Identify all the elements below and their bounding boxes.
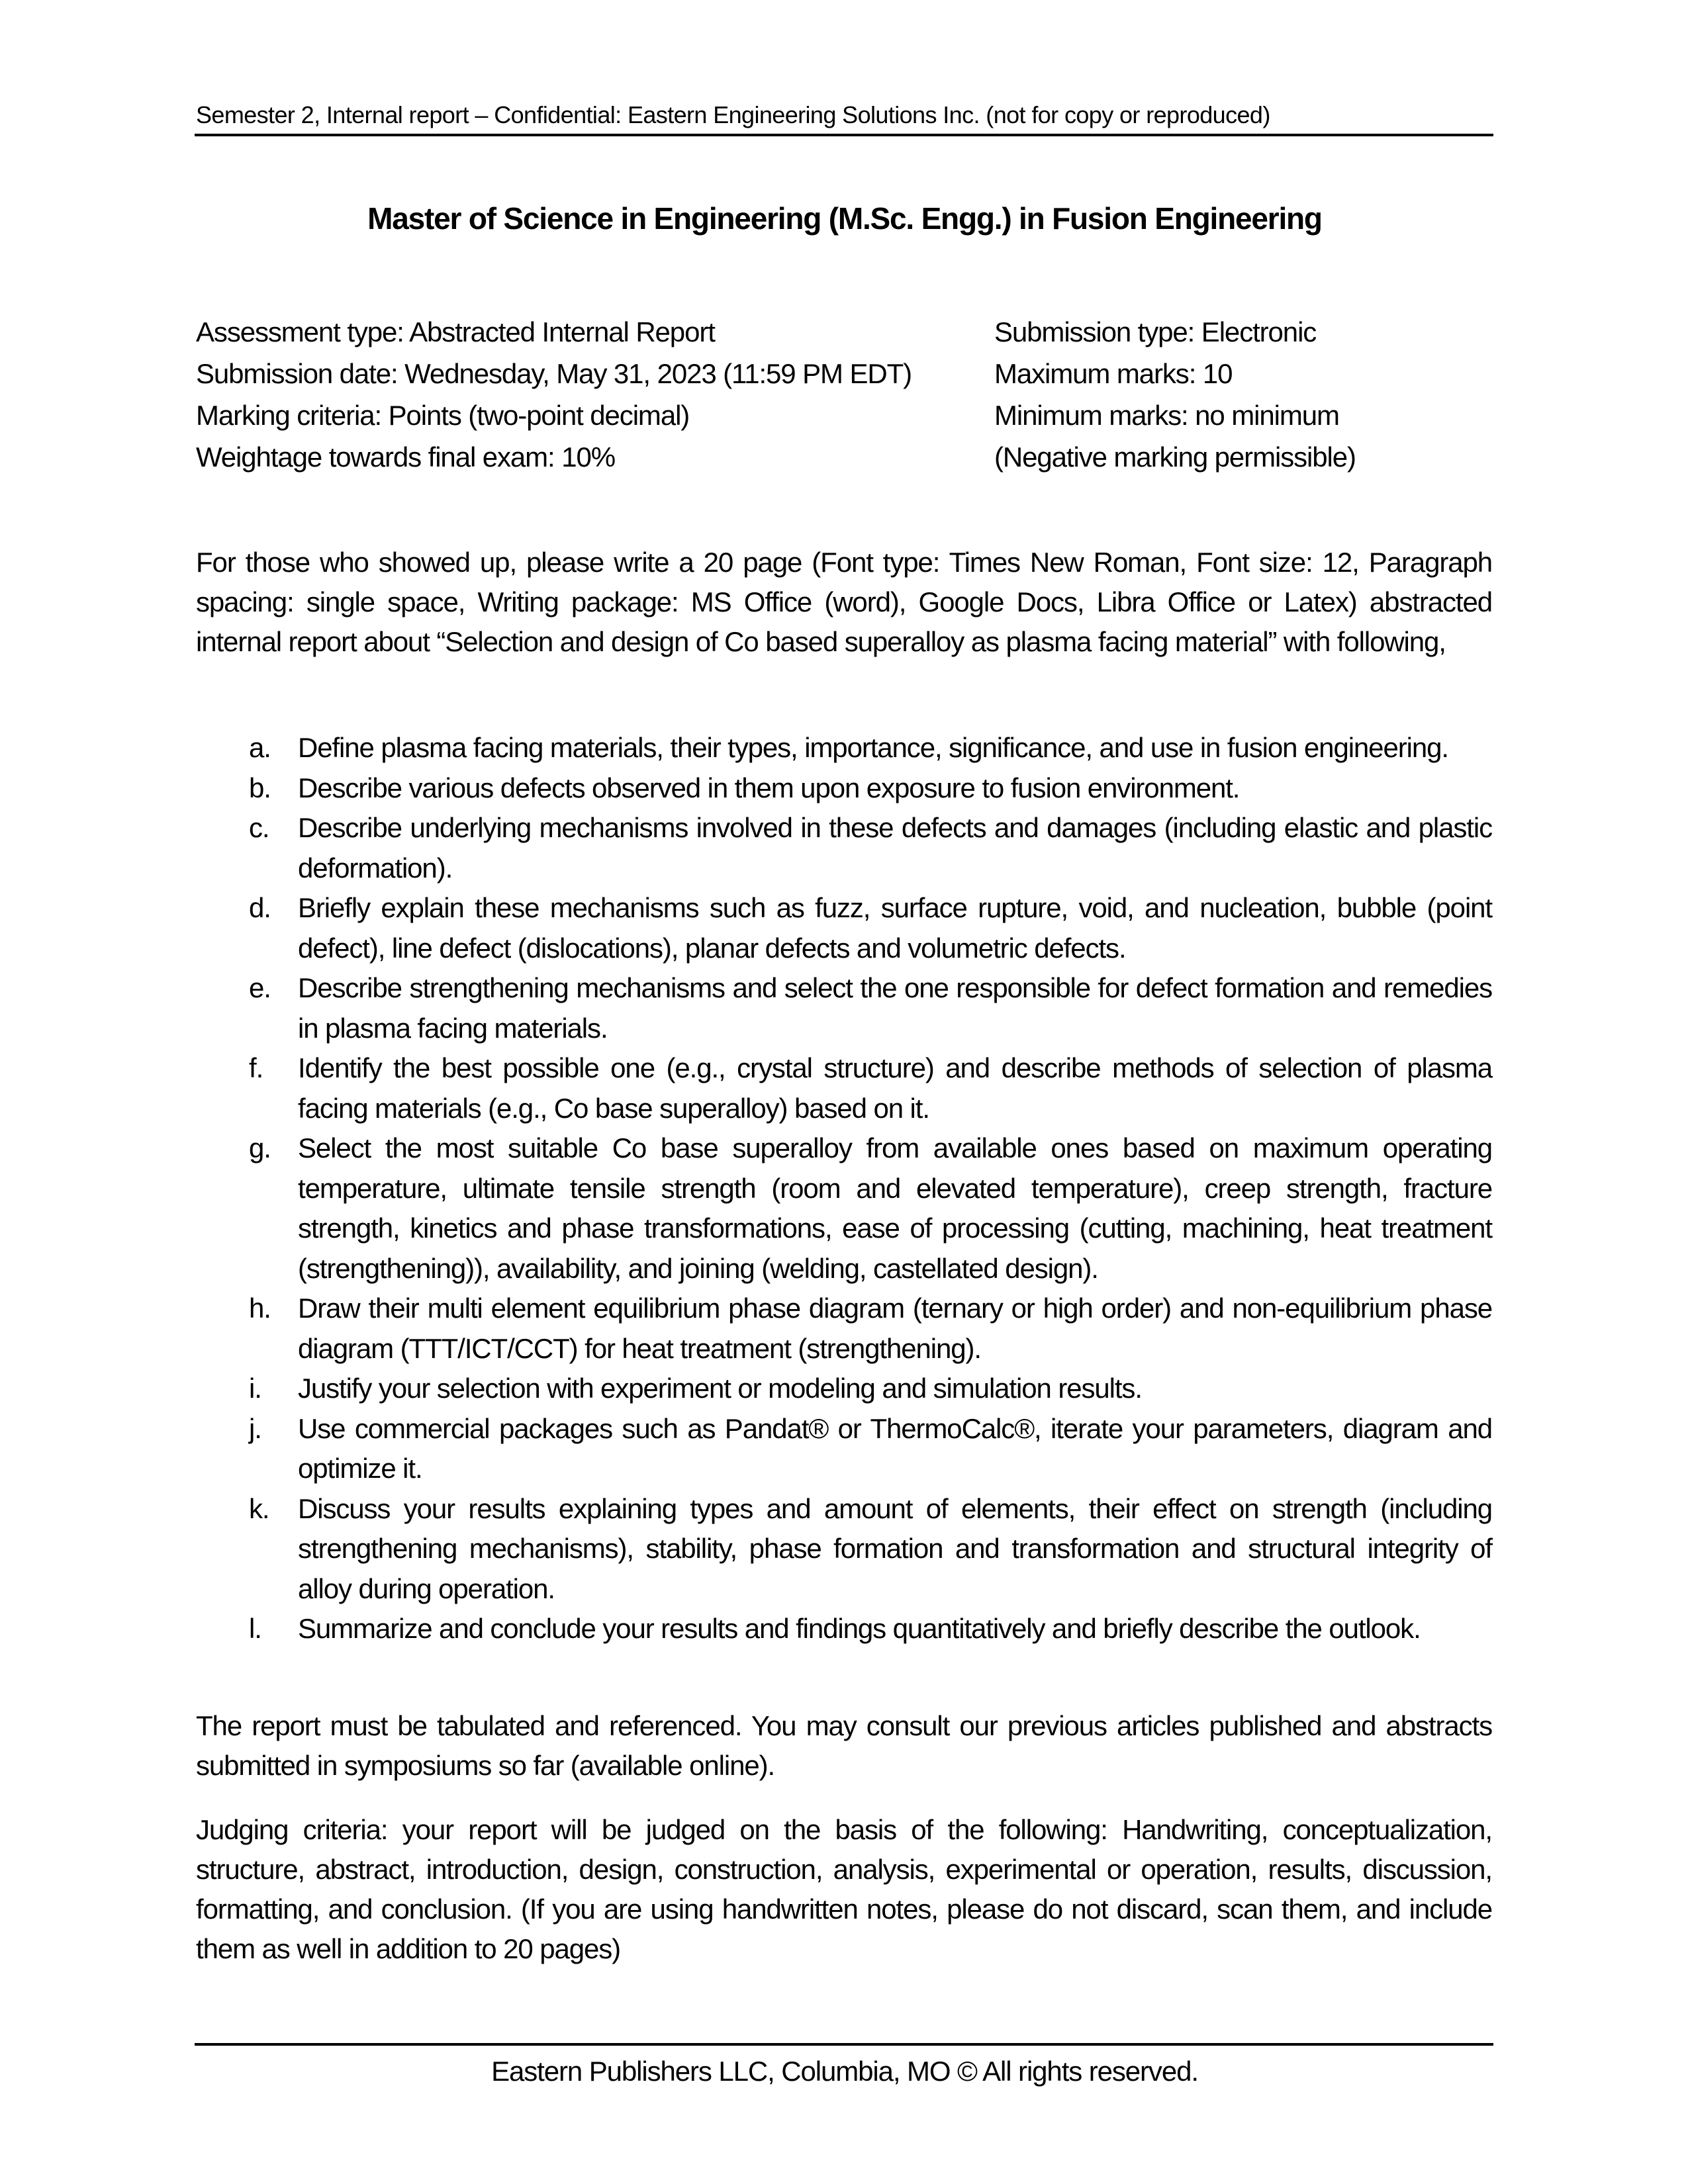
list-label: l. <box>249 1613 261 1644</box>
list-text: Describe underlying mechanisms involved in these defects and damages (including elastic and plastic deformation). <box>298 812 1492 884</box>
list-label: c. <box>249 812 269 843</box>
judging-criteria-paragraph: Judging criteria: your report will be judged on the basis of the following: Handwriting, conceptualization, structure, abstract, introduction, design, construction, analysis, experimental or operation, results, discussion, formatting, and conclusion. (If you are using handwritten notes, please do not discard, scan them, and include them as well in addition to 20 pages) <box>196 1814 1492 1964</box>
negative-marking-note: (Negative marking permissible) <box>994 441 1356 473</box>
list-label: k. <box>249 1492 269 1524</box>
list-item <box>196 1369 1492 1409</box>
list-text: Summarize and conclude your results and findings quantitatively and briefly describe the outlook. <box>298 1613 1421 1644</box>
assessment-details-left <box>196 311 912 478</box>
list-item <box>196 728 1492 768</box>
list-text: Describe strengthening mechanisms and select the one responsible for defect formation and remedies in plasma facing materials. <box>298 972 1492 1044</box>
list-label: h. <box>249 1293 271 1324</box>
list-text: Use commercial packages such as Pandat® or ThermoCalc®, iterate your parameters, diagram and optimize it. <box>298 1412 1492 1484</box>
list-label: a. <box>249 732 271 763</box>
list-item <box>196 968 1492 1048</box>
list-label: b. <box>249 772 271 803</box>
footer-divider <box>195 2043 1493 2046</box>
list-label: f. <box>249 1052 263 1083</box>
document-title: Master of Science in Engineering (M.Sc. Engg.) in Fusion Engineering <box>367 201 1322 236</box>
list-text: Describe various defects observed in them upon exposure to fusion environment. <box>298 772 1240 803</box>
list-text: Define plasma facing materials, their types, importance, significance, and use in fusion engineering. <box>298 732 1448 763</box>
list-item <box>196 888 1492 968</box>
list-item <box>196 1609 1492 1649</box>
page-footer: Eastern Publishers LLC, Columbia, MO © All rights reserved. <box>491 2056 1198 2087</box>
requirements-list <box>196 728 1492 1649</box>
marking-criteria: Marking criteria: Points (two-point decimal) <box>196 400 690 431</box>
minimum-marks: Minimum marks: no minimum <box>994 400 1339 431</box>
list-label: i. <box>249 1373 261 1404</box>
list-text: Briefly explain these mechanisms such as fuzz, surface rupture, void, and nucleation, bubble (point defect), line defect (dislocations), planar defects and volumetric defects. <box>298 892 1492 964</box>
maximum-marks: Maximum marks: 10 <box>994 358 1233 389</box>
outro-paragraph: The report must be tabulated and referenced. You may consult our previous articles published and abstracts submitted in symposiums so far (available online). <box>196 1710 1492 1781</box>
header-divider <box>195 134 1493 136</box>
list-label: j. <box>249 1412 261 1444</box>
list-label: d. <box>249 892 271 923</box>
page-header: Semester 2, Internal report – Confidential: Eastern Engineering Solutions Inc. (not for copy or reproduced) <box>196 101 1270 128</box>
submission-type: Submission type: Electronic <box>994 316 1317 347</box>
list-item <box>196 1409 1492 1489</box>
intro-paragraph: For those who showed up, please write a 20 page (Font type: Times New Roman, Font size: 12, Paragraph spacing: single space, Writing package: MS Office (word), Google Docs, Libra Office or Latex) abstracted internal report about “Selection and design of Co based superalloy as plasma facing material” with following, <box>196 547 1492 657</box>
list-text: Draw their multi element equilibrium phase diagram (ternary or high order) and non-equilibrium phase diagram (TTT/ICT/CCT) for heat treatment (strengthening). <box>298 1293 1492 1364</box>
assessment-type: Assessment type: Abstracted Internal Report <box>196 316 715 347</box>
list-item <box>196 768 1492 809</box>
list-text: Justify your selection with experiment or modeling and simulation results. <box>298 1373 1142 1404</box>
list-text: Select the most suitable Co base superalloy from available ones based on maximum operating temperature, ultimate tensile strength (room and elevated temperature), creep strength, fracture strength, kinetics and phase transformations, ease of processing (cutting, machining, heat treatment (strengthening)), availability, and joining (welding, castellated design). <box>298 1132 1492 1284</box>
list-item <box>196 808 1492 888</box>
list-label: g. <box>249 1132 271 1163</box>
list-item <box>196 1128 1492 1289</box>
list-item <box>196 1048 1492 1128</box>
assessment-details-right <box>994 311 1356 478</box>
list-item <box>196 1289 1492 1369</box>
list-label: e. <box>249 972 271 1003</box>
list-item <box>196 1489 1492 1610</box>
list-text: Identify the best possible one (e.g., crystal structure) and describe methods of selection of plasma facing materials (e.g., Co base superalloy) based on it. <box>298 1052 1492 1124</box>
weightage: Weightage towards final exam: 10% <box>196 441 615 473</box>
list-text: Discuss your results explaining types and amount of elements, their effect on strength (including strengthening mechanisms), stability, phase formation and transformation and structural integrity of alloy during operation. <box>298 1492 1492 1604</box>
submission-date: Submission date: Wednesday, May 31, 2023 (11:59 PM EDT) <box>196 358 912 389</box>
